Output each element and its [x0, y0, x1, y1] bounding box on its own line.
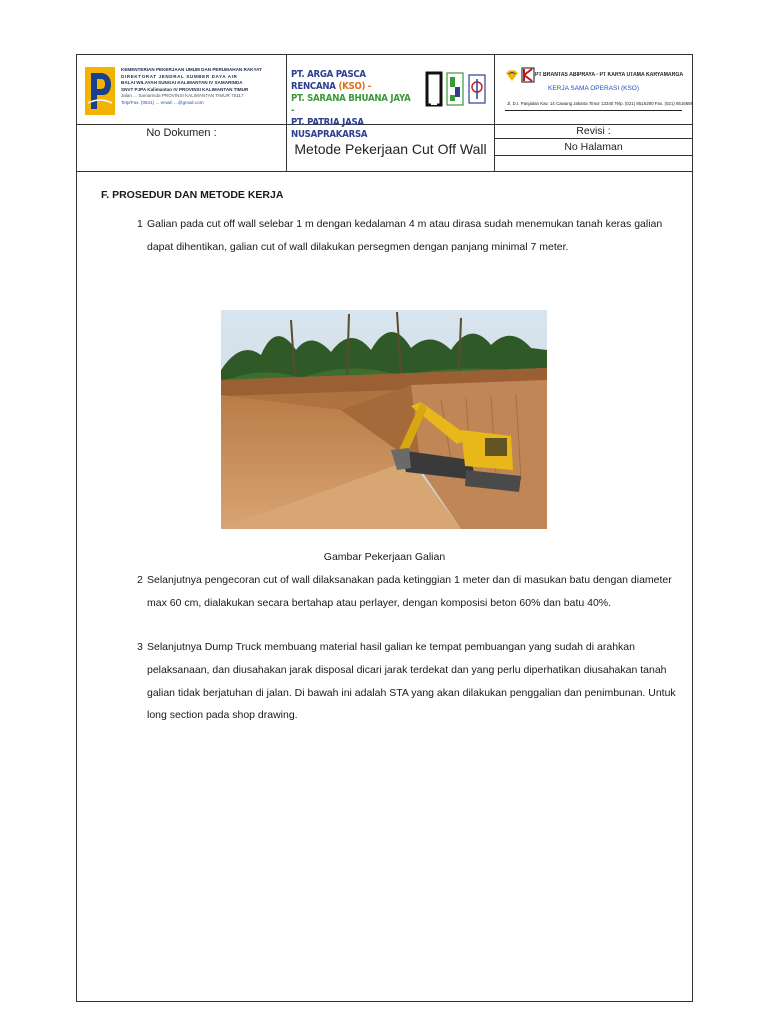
item-number-3: 3: [137, 641, 143, 653]
contractor-name: PT BRANTAS ABIPRAYA - PT KARYA UTAMA KARYAMARGA: [535, 72, 684, 78]
ministry-line-1: KEMENTERIAN PEKERJAAN UMUM DAN PERUMAHAN RAKYAT: [121, 67, 262, 72]
consultant-logos-icon: [425, 69, 487, 109]
item-number-1: 1: [137, 218, 143, 230]
excavation-photo: [221, 310, 547, 529]
document-title-cell: [287, 125, 495, 172]
consultant-name-3: PT. PATRIA JASA NUSAPRAKARSA: [291, 117, 368, 140]
ministry-line-4: SNVT PJPA Kalimantan IV PROVINSI KALIMANTAN TIMUR: [121, 86, 249, 92]
revision-label: Revisi :: [576, 125, 611, 137]
ministry-line-2: DIREKTORAT JENDRAL SUMBER DAYA AIR: [121, 73, 238, 79]
document-number-cell: [77, 125, 287, 172]
section-title: F. PROSEDUR DAN METODE KERJA: [101, 189, 284, 201]
ministry-line-3: BALAI WILAYAH SUNGAI KALIMANTAN IV SAMARINDA: [121, 80, 243, 86]
consultant-name-1: PT. ARGA PASCA RENCANA: [291, 69, 366, 92]
ministry-address: Jalan ... Samarinda PROVINSI KALIMANTAN TIMUR 75117: [121, 93, 244, 99]
document-title: Metode Pekerjaan Cut Off Wall: [294, 141, 487, 157]
pu-ministry-logo-icon: [85, 67, 115, 115]
contractor-address: Jl. D.I. Panjaitan Kav. 14 Cawang Jakarta Timur 13340 Telp. (021) 8516290 Fax. (021) 8516698: [507, 101, 694, 106]
contractor-logos-icon: [505, 67, 537, 83]
ministry-logo-cell: [77, 55, 287, 125]
figure-caption: Gambar Pekerjaan Galian: [323, 551, 446, 563]
procedure-item-1: Galian pada cut off wall selebar 1 m dengan kedalaman 4 m atau dirasa sudah menemukan tanah keras galian dapat dihentikan, galian cut of wall dilakukan persegmen dengan panjang minimal 7 meter.: [147, 218, 663, 253]
consultant-logo-cell: [287, 55, 495, 140]
document-number-label: No Dokumen :: [146, 127, 217, 139]
blank-cell: [495, 156, 692, 172]
ministry-text: [121, 67, 281, 107]
consultant-name-2: PT. SARANA BHUANA JAYA -: [291, 93, 411, 116]
procedure-item-2: Selanjutnya pengecoran cut of wall dilaksanakan pada ketinggian 1 meter dan di masukan batu dengan diameter max 60 cm, dialakukan secara bertahap atau perlayer, dengan komposisi beton 60% dan batu 40%.: [147, 574, 672, 609]
contractor-divider: [505, 110, 682, 111]
consultant-line-1: [291, 69, 411, 93]
document-header: [77, 55, 692, 172]
revision-cell: [495, 125, 692, 139]
contractor-kso: KERJA SAMA OPERASI (KSO): [547, 85, 640, 92]
page-number-label: No Halaman: [564, 141, 623, 153]
contractor-logo-cell: [495, 55, 692, 125]
page-number-cell: [495, 139, 692, 156]
consultant-kso: (KSO) -: [338, 81, 372, 92]
procedure-item-3: Selanjutnya Dump Truck membuang material hasil galian ke tempat pembuangan yang sudah di arahkan pelaksanaan, dan diusahakan jarak disposal dicari jarak terdekat dan yang perlu diperhatikan diusahakan tanah galian tidak berjatuhan di jalan. Di bawah ini adalah STA yang akan dilakukan penggalian dan penimbunan. Untuk long section pada shop drawing.: [147, 641, 676, 722]
item-number-2: 2: [137, 574, 143, 586]
document-page: [76, 54, 693, 1002]
ministry-contact: Telp/Fax. (0541) ... email: ...@gmail.com: [121, 99, 204, 105]
